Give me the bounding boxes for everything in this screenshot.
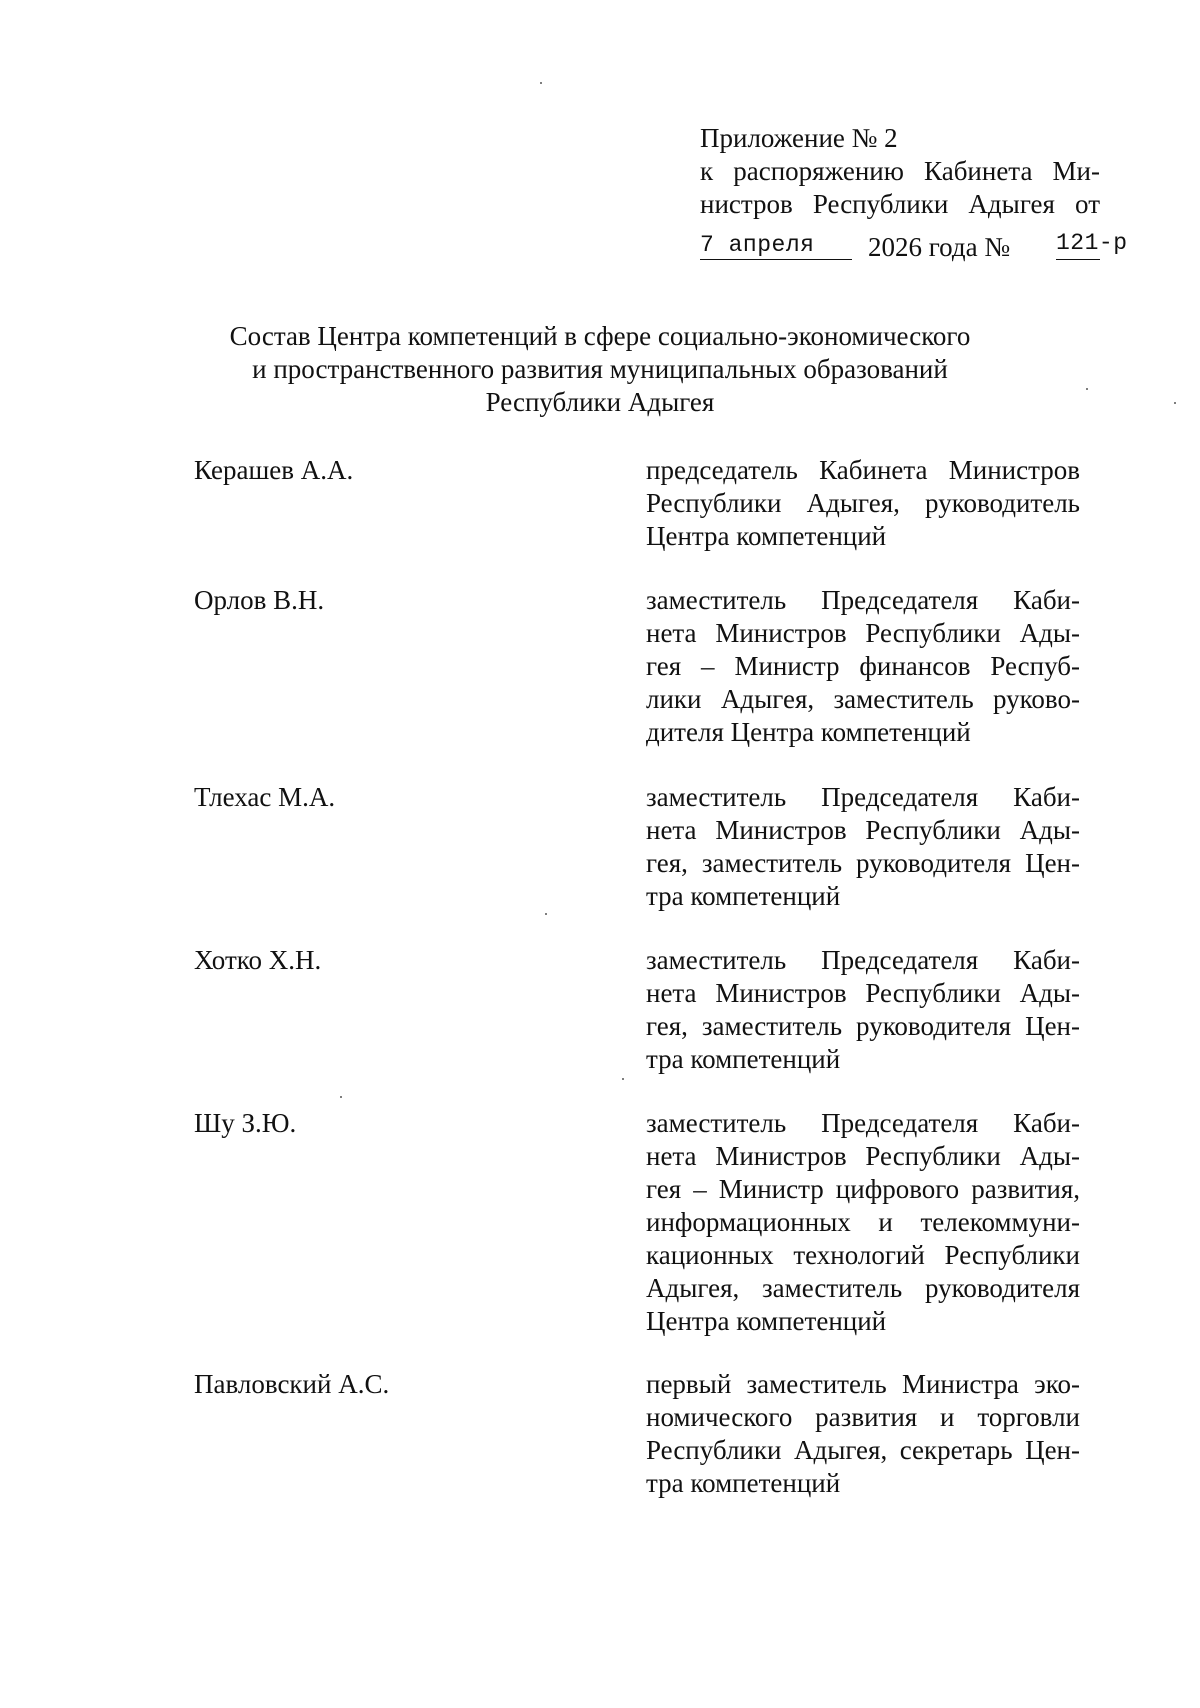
role-line: председатель Кабинета Министров xyxy=(646,455,1080,485)
appendix-ref-line: к распоряжению Кабинета Ми- xyxy=(700,156,1100,186)
scan-speck xyxy=(340,1096,342,1098)
member-name: Орлов В.Н. xyxy=(194,585,325,615)
scan-speck xyxy=(545,913,547,915)
role-line: гея, заместитель руководителя Цен- xyxy=(646,1011,1080,1041)
member-name: Керашев А.А. xyxy=(194,455,354,485)
member-role xyxy=(646,1107,1080,1338)
role-line: нета Министров Республики Ады- xyxy=(646,618,1080,648)
number-value: 121-р xyxy=(1056,230,1128,256)
role-line: Республики Адыгея, руководитель xyxy=(646,488,1080,518)
role-line: дителя Центра компетенций xyxy=(646,717,971,747)
role-line: гея – Министр финансов Респуб- xyxy=(646,651,1080,681)
appendix-number: Приложение № 2 xyxy=(700,123,898,153)
scan-speck xyxy=(622,1078,624,1080)
member-role xyxy=(646,584,1080,749)
role-line: заместитель Председателя Каби- xyxy=(646,585,1080,615)
member-name: Шу З.Ю. xyxy=(194,1108,297,1138)
role-line: заместитель Председателя Каби- xyxy=(646,945,1080,975)
date-field xyxy=(700,225,852,260)
role-line: гея, заместитель руководителя Цен- xyxy=(646,848,1080,878)
role-line: Адыгея, заместитель руководителя xyxy=(646,1273,1080,1303)
role-line: тра компетенций xyxy=(646,1044,841,1074)
member-name: Павловский А.С. xyxy=(194,1369,390,1399)
role-line: Центра компетенций xyxy=(646,1306,887,1336)
member-role xyxy=(646,1368,1080,1500)
role-line: нета Министров Республики Ады- xyxy=(646,1141,1080,1171)
role-line: кационных технологий Республики xyxy=(646,1240,1080,1270)
member-role xyxy=(646,781,1080,913)
role-line: заместитель Председателя Каби- xyxy=(646,1108,1080,1138)
role-line: номического развития и торговли xyxy=(646,1402,1080,1432)
role-line: заместитель Председателя Каби- xyxy=(646,782,1080,812)
appendix-ref-line: нистров Республики Адыгея от xyxy=(700,189,1100,219)
document-title xyxy=(200,320,1000,419)
role-line: тра компетенций xyxy=(646,881,841,911)
role-line: Центра компетенций xyxy=(646,521,887,551)
member-role xyxy=(646,454,1080,553)
date-value: 7 апреля xyxy=(700,232,815,258)
member-name: Тлехас М.А. xyxy=(194,782,336,812)
title-line: Республики Адыгея xyxy=(485,387,715,417)
role-line: информационных и телекоммуни- xyxy=(646,1207,1080,1237)
year-label: 2026 года № xyxy=(868,232,1011,262)
scan-speck xyxy=(1174,402,1176,404)
title-line: и пространственного развития муниципальных образований xyxy=(252,354,948,384)
appendix-date-number-line xyxy=(700,225,1128,265)
title-line: Состав Центра компетенций в сфере социально-экономического xyxy=(229,321,971,351)
member-role xyxy=(646,944,1080,1076)
role-line: гея – Министр цифрового развития, xyxy=(646,1174,1080,1204)
role-line: лики Адыгея, заместитель руково- xyxy=(646,684,1080,714)
role-line: тра компетенций xyxy=(646,1468,841,1498)
role-line: нета Министров Республики Ады- xyxy=(646,978,1080,1008)
role-line: первый заместитель Министра эко- xyxy=(646,1369,1080,1399)
role-line: нета Министров Республики Ады- xyxy=(646,815,1080,845)
role-line: Республики Адыгея, секретарь Цен- xyxy=(646,1435,1080,1465)
appendix-header xyxy=(700,122,1128,265)
scan-speck xyxy=(1086,388,1088,390)
scan-speck xyxy=(540,82,542,84)
member-name: Хотко Х.Н. xyxy=(194,945,322,975)
number-field xyxy=(1056,225,1128,260)
